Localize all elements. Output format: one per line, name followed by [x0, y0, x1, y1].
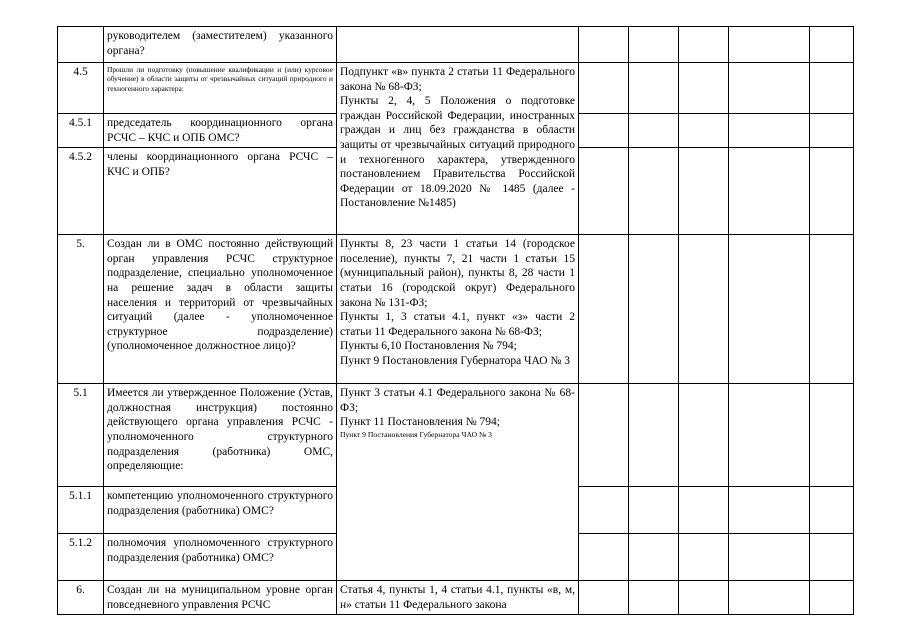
basis-line: Пункт 11 Постановления № 794; — [340, 416, 501, 429]
answer-no-cell[interactable] — [629, 27, 679, 63]
note-cell[interactable] — [729, 114, 810, 148]
item-number — [58, 27, 104, 63]
answer-no-cell[interactable] — [629, 384, 679, 487]
question-cell: члены координационного органа РСЧС – КЧС и ОПБ? — [104, 148, 337, 235]
item-number: 4.5 — [58, 63, 104, 114]
item-number: 6. — [58, 581, 104, 615]
table-row — [58, 235, 854, 384]
item-number: 4.5.2 — [58, 148, 104, 235]
answer-na-cell[interactable] — [679, 27, 729, 63]
note-cell[interactable] — [729, 487, 810, 534]
extra-cell[interactable] — [810, 534, 854, 581]
legal-basis-cell — [337, 384, 579, 581]
note-cell[interactable] — [729, 148, 810, 235]
note-cell[interactable] — [729, 534, 810, 581]
note-cell[interactable] — [729, 63, 810, 114]
answer-no-cell[interactable] — [629, 235, 679, 384]
answer-na-cell[interactable] — [679, 534, 729, 581]
answer-no-cell[interactable] — [629, 581, 679, 615]
question-cell: Имеется ли утвержденное Положение (Устав, должностная инструкция) постоянно действующего органа управления РСЧС - уполномоченного структурного подразделения (работника) ОМС, определяющие: — [104, 384, 337, 487]
answer-na-cell[interactable] — [679, 487, 729, 534]
question-cell: полномочия уполномоченного структурного подразделения (работника) ОМС? — [104, 534, 337, 581]
basis-line: Пункты 1, 3 статьи 4.1, пункт «з» части 2 статьи 11 Федерального закона № 68-ФЗ; — [340, 311, 575, 338]
extra-cell[interactable] — [810, 487, 854, 534]
question-cell: Создан ли в ОМС постоянно действующий орган управления РСЧС структурное подразделение, специально уполномоченное на решение задач в области защиты населения и территорий от чрезвычайных ситуаций (далее - уполномоченное структурное подразделение) (уполномоченное должностное лицо)? — [104, 235, 337, 384]
basis-line: Пункты 6,10 Постановления № 794; — [340, 340, 517, 353]
question-cell: руководителем (заместителем) указанного органа? — [104, 27, 337, 63]
extra-cell[interactable] — [810, 581, 854, 615]
table-row — [58, 27, 854, 63]
answer-na-cell[interactable] — [679, 63, 729, 114]
table-row — [58, 63, 854, 114]
legal-basis-cell — [337, 235, 579, 384]
answer-no-cell[interactable] — [629, 487, 679, 534]
basis-line: Пункт 3 статьи 4.1 Федерального закона № 68-ФЗ; — [340, 387, 575, 414]
basis-line: Статья 4, пункты 1, 4 статьи 4.1, пункты «в, м, н» статьи 11 Федерального закона — [340, 584, 575, 611]
basis-line: Пункты 2, 4, 5 Положения о подготовке граждан Российской Федерации, иностранных граждан и лиц без гражданства в области защиты от чрезвычайных ситуаций природного и техногенного характера, утвержденного постановлением Правительства Российской Федерации от 18.09.2020 № 1485 (далее - Постановление №1485) — [340, 95, 575, 210]
item-number: 5.1 — [58, 384, 104, 487]
extra-cell[interactable] — [810, 235, 854, 384]
basis-line: Подпункт «в» пункта 2 статьи 11 Федерального закона № 68-ФЗ; — [340, 66, 575, 93]
answer-yes-cell[interactable] — [579, 581, 629, 615]
answer-no-cell[interactable] — [629, 148, 679, 235]
question-cell: Создан ли на муниципальном уровне орган повседневного управления РСЧС — [104, 581, 337, 615]
basis-line: Пункты 8, 23 части 1 статьи 14 (городское поселение), пункты 7, 21 части 1 статьи 15 (муниципальный район), пункты 8, 28 части 1 статьи 16 (городской округ) Федерального закона № 131-ФЗ; — [340, 238, 575, 309]
legal-basis-cell — [337, 63, 579, 235]
extra-cell[interactable] — [810, 27, 854, 63]
question-cell: председатель координационного органа РСЧС – КЧС и ОПБ ОМС? — [104, 114, 337, 148]
answer-yes-cell[interactable] — [579, 487, 629, 534]
answer-yes-cell[interactable] — [579, 63, 629, 114]
answer-yes-cell[interactable] — [579, 148, 629, 235]
table-row — [58, 384, 854, 487]
answer-na-cell[interactable] — [679, 235, 729, 384]
answer-na-cell[interactable] — [679, 581, 729, 615]
item-number: 5.1.2 — [58, 534, 104, 581]
item-number: 5.1.1 — [58, 487, 104, 534]
answer-no-cell[interactable] — [629, 114, 679, 148]
note-cell[interactable] — [729, 235, 810, 384]
answer-no-cell[interactable] — [629, 534, 679, 581]
item-number: 4.5.1 — [58, 114, 104, 148]
note-cell[interactable] — [729, 384, 810, 487]
extra-cell[interactable] — [810, 148, 854, 235]
answer-na-cell[interactable] — [679, 384, 729, 487]
basis-line: Пункт 9 Постановления Губернатора ЧАО № 3 — [340, 354, 571, 367]
checklist-table — [57, 26, 854, 615]
answer-no-cell[interactable] — [629, 63, 679, 114]
answer-yes-cell[interactable] — [579, 534, 629, 581]
item-number: 5. — [58, 235, 104, 384]
answer-na-cell[interactable] — [679, 114, 729, 148]
note-cell[interactable] — [729, 27, 810, 63]
answer-na-cell[interactable] — [679, 148, 729, 235]
legal-basis-cell — [337, 581, 579, 615]
basis-line: Пункт 9 Постановления Губернатора ЧАО № 3 — [340, 429, 492, 439]
question-cell: Прошли ли подготовку (повышение квалификации и (или) курсовое обучение) в области защиты от чрезвычайных ситуаций природного и техногенного характера: — [104, 63, 337, 114]
extra-cell[interactable] — [810, 114, 854, 148]
answer-yes-cell[interactable] — [579, 27, 629, 63]
extra-cell[interactable] — [810, 384, 854, 487]
table-row — [58, 581, 854, 615]
answer-yes-cell[interactable] — [579, 235, 629, 384]
answer-yes-cell[interactable] — [579, 384, 629, 487]
answer-yes-cell[interactable] — [579, 114, 629, 148]
extra-cell[interactable] — [810, 63, 854, 114]
legal-basis-cell — [337, 27, 579, 63]
question-cell: компетенцию уполномоченного структурного подразделения (работника) ОМС? — [104, 487, 337, 534]
note-cell[interactable] — [729, 581, 810, 615]
